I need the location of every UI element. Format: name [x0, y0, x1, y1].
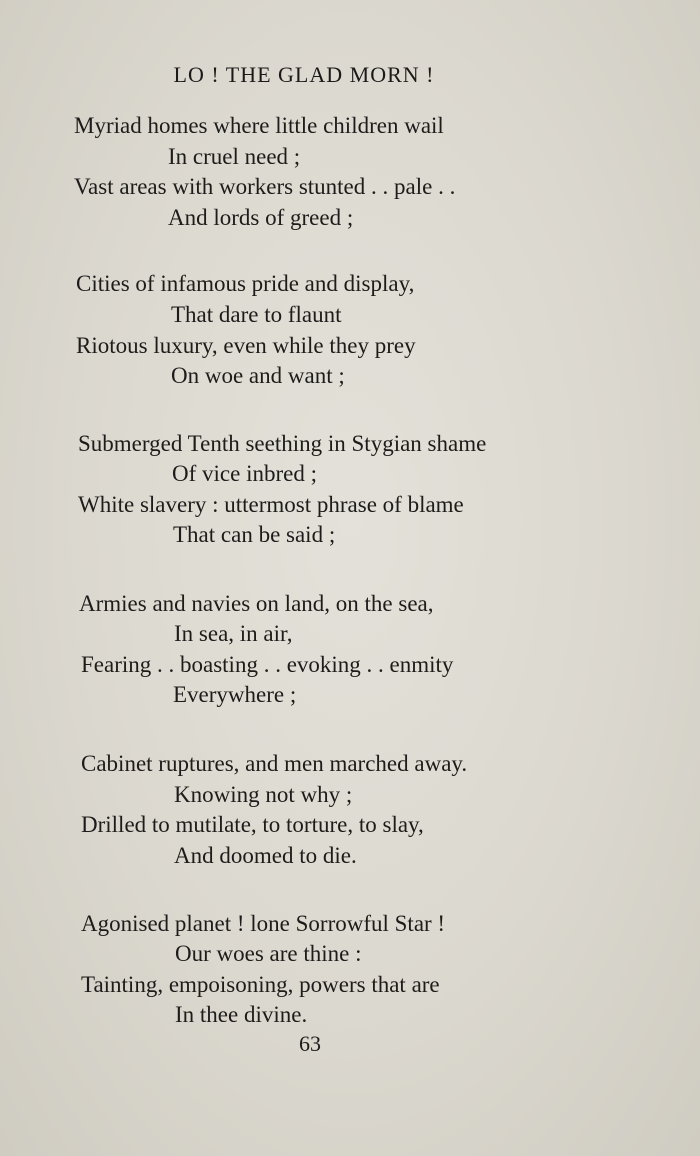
poem-line: In cruel need ; — [168, 144, 301, 169]
poem-line: Knowing not why ; — [174, 782, 353, 807]
poem-line: And lords of greed ; — [168, 205, 354, 230]
poem-line: And doomed to die. — [174, 843, 357, 868]
poem-line: Vast areas with workers stunted . . pale . . — [74, 174, 456, 199]
poem-line: Armies and navies on land, on the sea, — [79, 591, 434, 616]
poem-line: That dare to flaunt — [171, 302, 342, 327]
poem-line: Everywhere ; — [173, 682, 297, 707]
poem-line: Submerged Tenth seething in Stygian shame — [78, 431, 487, 456]
poem-line: Our woes are thine : — [175, 941, 362, 966]
poem-line: Of vice inbred ; — [172, 461, 317, 486]
poem-line: In sea, in air, — [174, 621, 293, 646]
poem-line: Tainting, empoisoning, powers that are — [81, 972, 440, 997]
poem-line: On woe and want ; — [171, 363, 345, 388]
poem-line: In thee divine. — [175, 1002, 308, 1027]
poem-line: Myriad homes where little children wail — [74, 113, 444, 138]
poem-line: White slavery : uttermost phrase of blame — [78, 492, 464, 517]
poem-line: That can be said ; — [173, 522, 336, 547]
page-number: 63 — [299, 1031, 321, 1056]
poem-title: LO ! THE GLAD MORN ! — [173, 62, 435, 87]
poem-line: Cities of infamous pride and display, — [76, 271, 415, 296]
poem-line: Drilled to mutilate, to torture, to slay, — [81, 812, 424, 837]
poem-line: Riotous luxury, even while they prey — [76, 333, 416, 358]
poem-line: Fearing . . boasting . . evoking . . enmity — [81, 652, 454, 677]
poem-line: Cabinet ruptures, and men marched away. — [81, 751, 468, 776]
poem-line: Agonised planet ! lone Sorrowful Star ! — [81, 911, 446, 936]
